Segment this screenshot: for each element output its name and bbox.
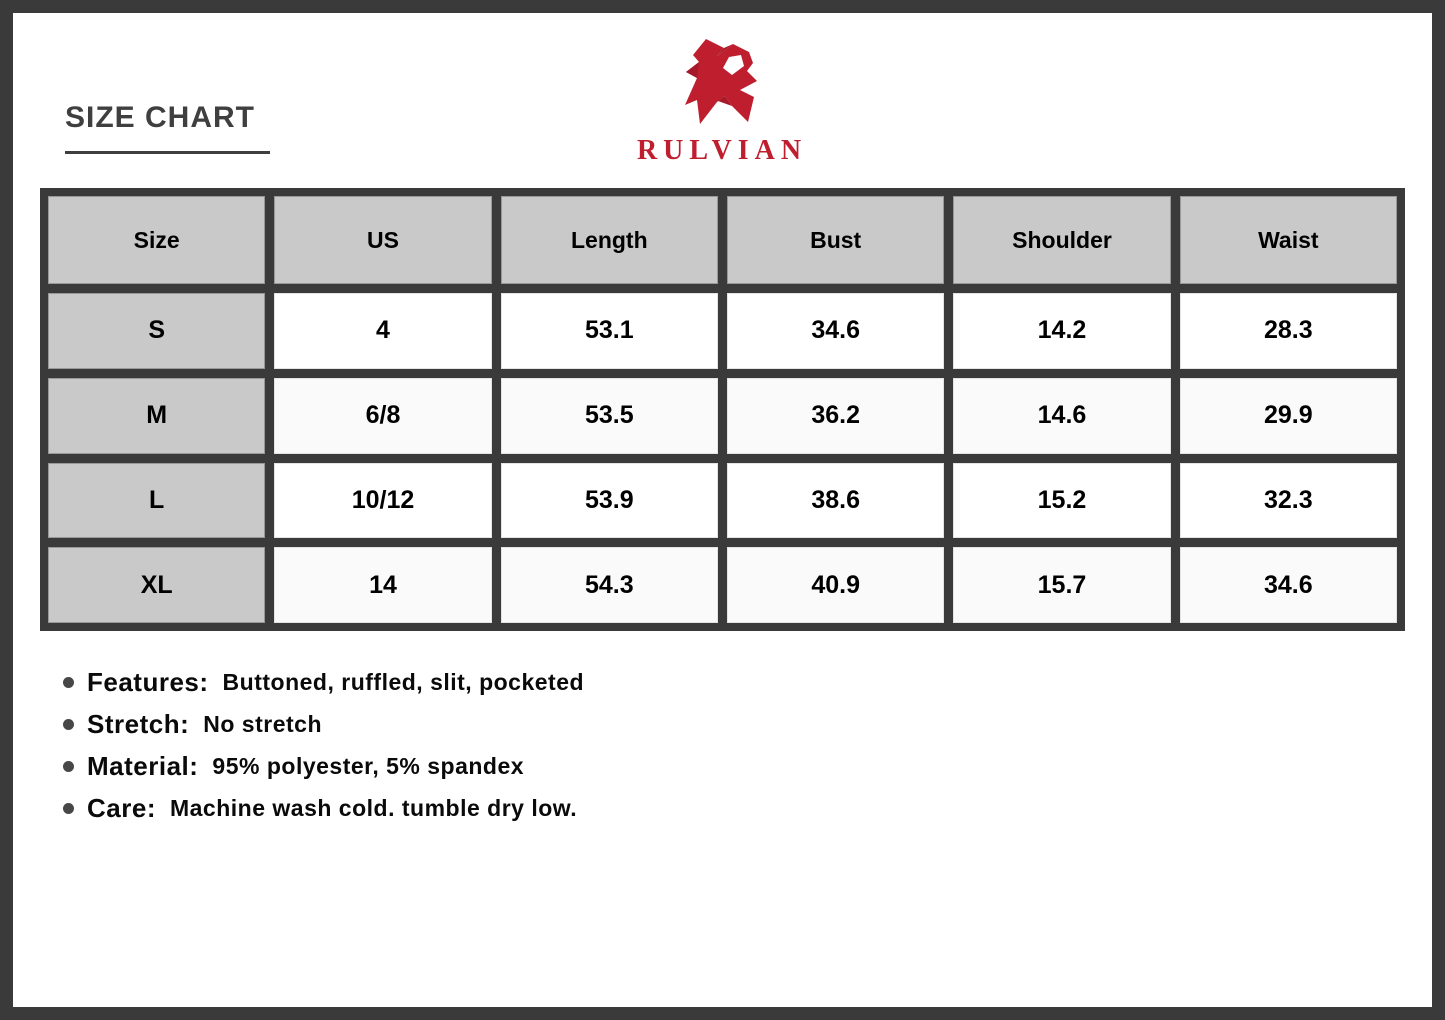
- product-details-list: [63, 661, 584, 829]
- table-cell: 34.6: [1180, 547, 1397, 623]
- table-cell: 15.7: [953, 547, 1170, 623]
- bullet-icon: [63, 761, 74, 772]
- detail-value: 95% polyester, 5% spandex: [212, 752, 525, 779]
- table-cell: 32.3: [1180, 463, 1397, 539]
- table-cell: 14.6: [953, 378, 1170, 454]
- table-cell: 40.9: [727, 547, 944, 623]
- page-title: SIZE CHART: [65, 101, 255, 134]
- table-cell-size-s: S: [48, 293, 265, 369]
- detail-item-material: [63, 745, 584, 787]
- header-cell-size: Size: [48, 196, 265, 284]
- detail-label: Material:: [87, 750, 199, 781]
- table-cell: 54.3: [501, 547, 718, 623]
- table-cell: 53.9: [501, 463, 718, 539]
- table-cell: 34.6: [727, 293, 944, 369]
- detail-item-features: [63, 661, 584, 703]
- table-cell: 6/8: [274, 378, 491, 454]
- bullet-icon: [63, 677, 74, 688]
- detail-label: Features:: [87, 666, 209, 697]
- table-cell: 53.1: [501, 293, 718, 369]
- table-cell: 28.3: [1180, 293, 1397, 369]
- table-cell: 29.9: [1180, 378, 1397, 454]
- brand-logo-r-icon: [670, 31, 774, 131]
- header-cell-shoulder: Shoulder: [953, 196, 1170, 284]
- table-cell: 10/12: [274, 463, 491, 539]
- detail-item-care: [63, 787, 584, 829]
- table-cell: 53.5: [501, 378, 718, 454]
- detail-item-stretch: [63, 703, 584, 745]
- table-cell-size-xl: XL: [48, 547, 265, 623]
- header-cell-waist: Waist: [1180, 196, 1397, 284]
- bullet-icon: [63, 719, 74, 730]
- brand-name: RULVIAN: [636, 135, 808, 166]
- header-cell-us: US: [274, 196, 491, 284]
- title-block: [65, 101, 270, 154]
- table-cell-size-m: M: [48, 378, 265, 454]
- brand-logo: [572, 31, 872, 167]
- bullet-icon: [63, 803, 74, 814]
- header-cell-length: Length: [501, 196, 718, 284]
- table-cell: 14: [274, 547, 491, 623]
- detail-label: Stretch:: [87, 708, 190, 739]
- table-cell: 14.2: [953, 293, 1170, 369]
- table-cell: 38.6: [727, 463, 944, 539]
- title-underline: [65, 151, 270, 154]
- table-cell-size-l: L: [48, 463, 265, 539]
- table-cell: 36.2: [727, 378, 944, 454]
- table-cell: 15.2: [953, 463, 1170, 539]
- detail-value: Machine wash cold. tumble dry low.: [169, 794, 578, 821]
- detail-value: Buttoned, ruffled, slit, pocketed: [222, 668, 585, 695]
- detail-value: No stretch: [203, 710, 322, 737]
- header-cell-bust: Bust: [727, 196, 944, 284]
- detail-label: Care:: [87, 792, 156, 823]
- size-table: [40, 188, 1405, 631]
- table-cell: 4: [274, 293, 491, 369]
